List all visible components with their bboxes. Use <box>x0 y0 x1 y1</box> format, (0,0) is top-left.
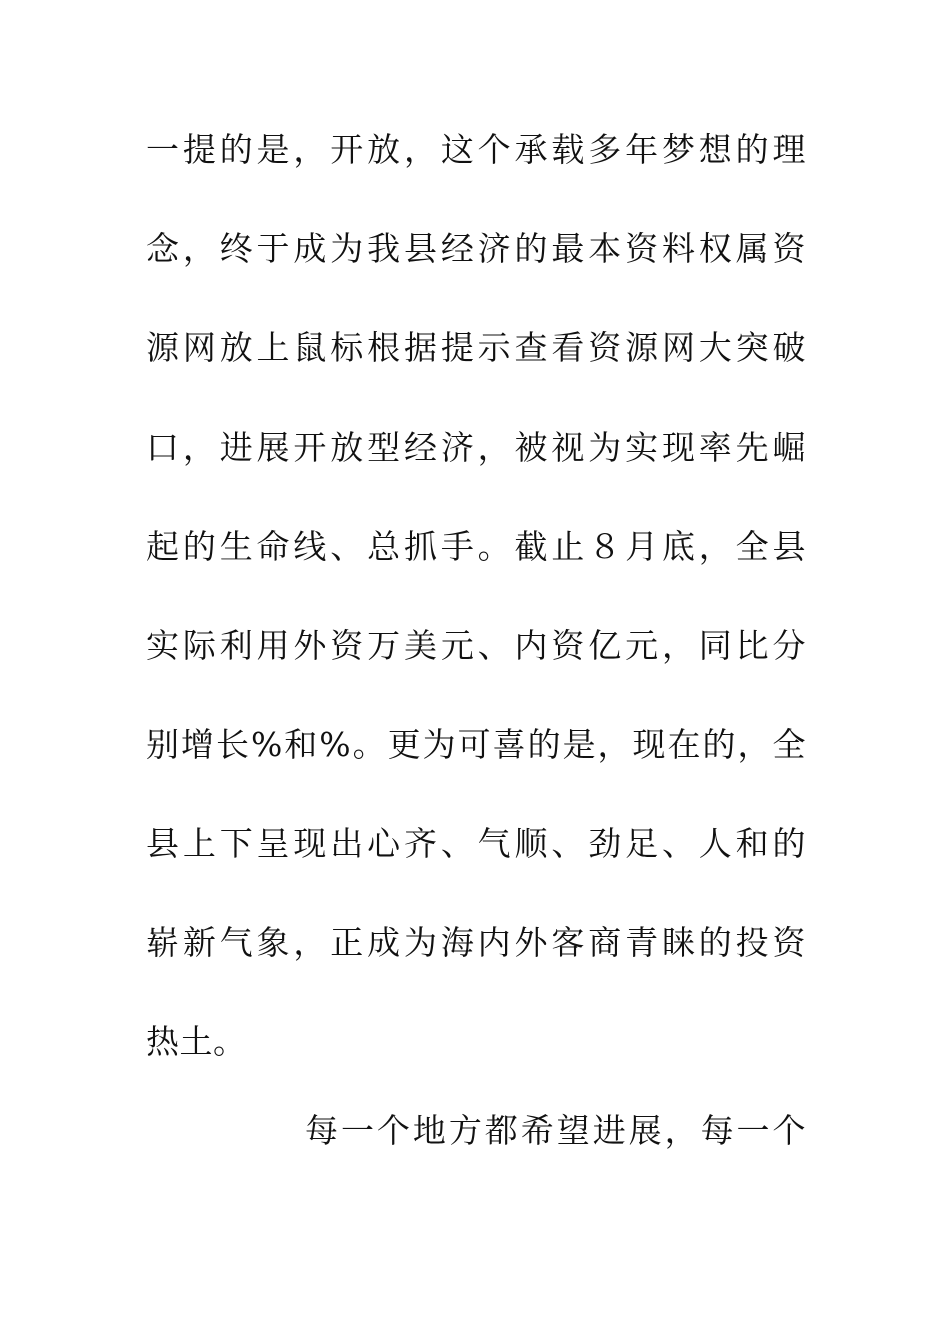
text-line: 口，进展开放型经济，被视为实现率先崛 <box>146 428 806 467</box>
text-line: 一提的是，开放，这个承载多年梦想的理 <box>146 130 806 169</box>
text-line: 念，终于成为我县经济的最本资料权属资 <box>146 229 806 268</box>
text-line: 源网放上鼠标根据提示查看资源网大突破 <box>146 328 806 367</box>
paragraph-end-line: 热土。 <box>146 1022 247 1061</box>
paragraph-start-line: 每一个地方都希望进展，每一个 <box>305 1111 806 1150</box>
text-line: 崭新气象，正成为海内外客商青睐的投资 <box>146 923 806 962</box>
text-line: 县上下呈现出心齐、气顺、劲足、人和的 <box>146 824 806 863</box>
text-line: 别增长%和%。更为可喜的是，现在的，全 <box>146 725 806 764</box>
text-line: 起的生命线、总抓手。截止８月底，全县 <box>146 527 806 566</box>
text-line: 实际利用外资万美元、内资亿元，同比分 <box>146 626 806 665</box>
